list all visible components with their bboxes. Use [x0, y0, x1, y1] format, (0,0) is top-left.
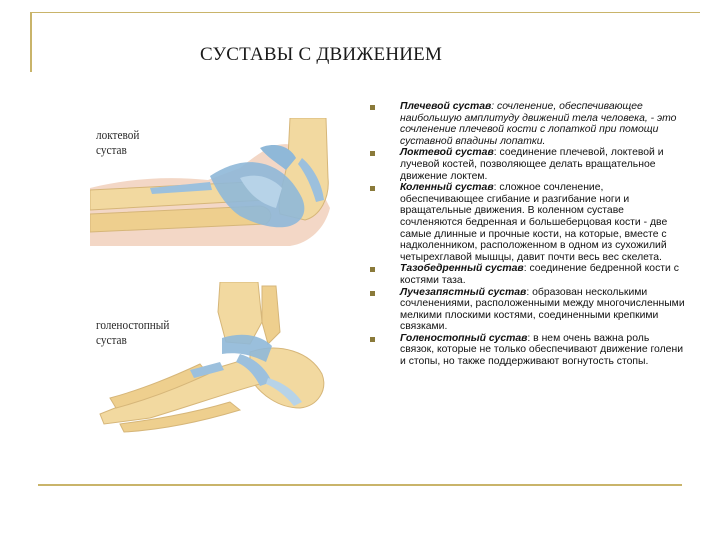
list-item-knee — [368, 182, 686, 263]
bullet-square-icon — [370, 291, 375, 296]
ankle-caption — [96, 318, 169, 348]
elbow-caption-line-1: локтевой — [96, 128, 140, 142]
list-item-text: : соединение плечевой, локтевой и лучевой костей, позволяющее делать вращательное движение локтем. — [400, 147, 664, 182]
bullet-square-icon — [370, 267, 375, 272]
bullet-square-icon — [370, 151, 375, 156]
list-item-text: : сложное сочленение, обеспечивающее сгибание и разгибание ноги и вращательные движения. В коленном суставе сочленяются бедренная и большеберцовая кости - две самые длинные и прочные кости, на которые, вместе с надколенником, расположенном в одном из сухожилий четырехглавой мышцы, давит почти весь вес скелета. — [400, 182, 668, 263]
list-item-shoulder — [368, 101, 686, 147]
list-item-text: : соединение бедренной кости с костями таза. — [400, 263, 679, 286]
list-item-text: : сочленение, обеспечивающее наибольшую амплитуду движений тела человека, - это сочленение плечевой кости с лопаткой при помощи суставной впадины лопатки. — [400, 101, 677, 147]
frame-left-line — [30, 12, 32, 72]
elbow-caption-line-2: сустав — [96, 143, 127, 157]
ankle-joint-illustration — [90, 282, 380, 437]
frame-top-line — [30, 12, 700, 13]
elbow-caption — [96, 128, 139, 158]
ankle-caption-line-1: голеностопный — [96, 318, 170, 332]
bullet-square-icon — [370, 337, 375, 342]
list-item-term: Плечевой сустав — [400, 101, 492, 112]
list-item-term: Локтевой сустав — [400, 147, 494, 159]
ankle-caption-line-2: сустав — [96, 333, 127, 347]
list-item-term: Коленный сустав — [400, 182, 494, 194]
frame-bottom-line — [38, 484, 682, 486]
list-item-text: : в нем очень важна роль связок, которые не только обеспечивают движение голени и стопы, но также поддерживают вогнутость стопы. — [400, 332, 683, 368]
list-item-ankle — [368, 333, 686, 368]
bullet-square-icon — [370, 105, 375, 110]
list-item-elbow — [368, 147, 686, 182]
list-item-term: Лучезапястный сустав — [400, 286, 527, 298]
list-item-body — [400, 101, 676, 147]
joints-bullet-list — [368, 101, 686, 368]
bullet-square-icon — [370, 186, 375, 191]
list-item-hip — [368, 263, 686, 286]
list-item-term: Тазобедренный сустав — [400, 263, 524, 275]
list-item-text: : образован несколькими сочленениями, расположенными между многочисленными мелкими плоскими костями, соединенными крепкими связками. — [400, 286, 685, 333]
list-item-wrist — [368, 287, 686, 333]
slide-title: СУСТАВЫ С ДВИЖЕНИЕМ — [200, 44, 443, 65]
list-item-term: Голеностопный сустав — [400, 332, 528, 344]
